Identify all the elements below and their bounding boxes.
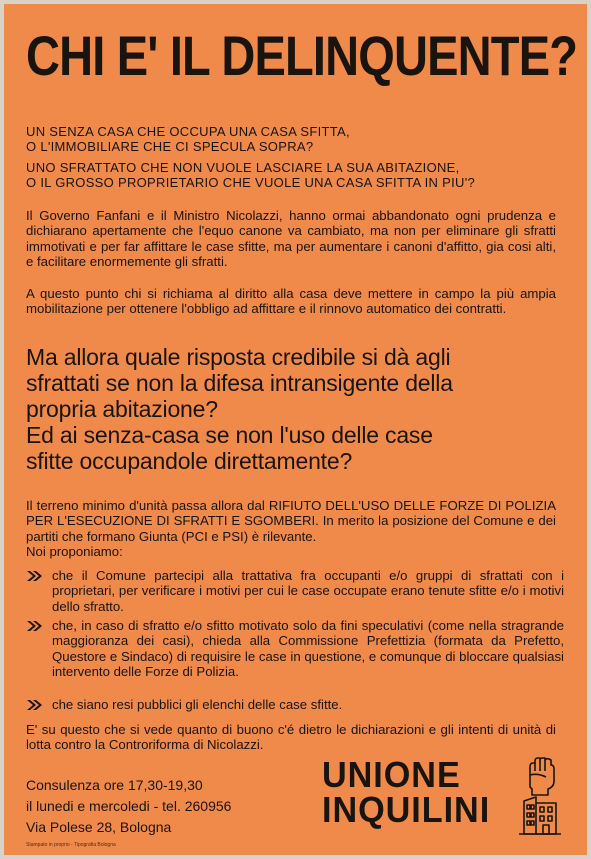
contact-info <box>26 775 306 838</box>
proposal-item-text: che siano resi pubblici gli elenchi delle case sfitte. <box>52 697 343 712</box>
headline-line-4: Ed ai senza-casa se non l'uso delle case <box>26 422 433 448</box>
question-2-line-2: O IL GROSSO PROPRIETARIO CHE VUOLE UNA CASA SFITTA IN PIU'? <box>26 175 476 190</box>
paragraph-government: Il Governo Fanfani e il Ministro Nicolazzi, hanno ormai abbandonato ogni prudenza e dichiarano apertamente che l'equo canone va cambiato, ma non per eliminare gli sfratti immotivati e per far affittare le case sfitte, ma per aumentare i canoni d'affitto, gia cosi alti, e facilitare enormemente gli sfratti. <box>26 208 556 270</box>
paragraph-police <box>26 498 556 560</box>
question-2 <box>26 160 566 190</box>
headline-line-2: sfrattati se non la difesa intransigente della <box>26 370 453 396</box>
organization-name-line-2: INQUILINI <box>322 789 491 830</box>
contact-address: Via Polese 28, Bologna <box>26 819 172 835</box>
paragraph-mobilization: A questo punto chi si richiama al diritto alla casa deve mettere in campo la più ampia mobilitazione per ottenere l'obbligo ad affittare e il rinnovo automatico dei contratti. <box>26 286 556 317</box>
double-chevron-right-icon <box>26 699 42 711</box>
paragraph-police-text: Il terreno minimo d'unità passa allora dal RIFIUTO DELL'USO DELLE FORZE DI POLIZIA PER L'ESECUZIONE DI SFRATTI E SGOMBERI. In merito la posizione del Comune e dei partiti che formano Giunta (PCI e PSI) è rilevante. <box>26 498 556 544</box>
double-chevron-right-icon <box>26 620 42 632</box>
question-1-line-2: O L'IMMOBILIARE CHE CI SPECULA SOPRA? <box>26 139 314 154</box>
double-chevron-right-icon <box>26 570 42 582</box>
question-1 <box>26 124 566 154</box>
question-2-line-1: UNO SFRATTATO CHE NON VUOLE LASCIARE LA SUA ABITAZIONE, <box>26 160 460 175</box>
headline-line-5: sfitte occupandole direttamente? <box>26 448 353 474</box>
headline-question <box>26 344 566 474</box>
raised-fist-building-icon <box>518 757 562 835</box>
organization-name-line-1: UNIONE <box>322 754 461 795</box>
proposal-intro: Noi proponiamo: <box>26 544 123 560</box>
contact-hours: Consulenza ore 17,30-19,30 <box>26 777 203 793</box>
headline-line-3: propria abitazione? <box>26 396 218 422</box>
contact-days-phone: il lunedi e mercoledi - tel. 260956 <box>26 798 232 814</box>
organization-name <box>322 754 491 830</box>
question-1-line-1: UN SENZA CASA CHE OCCUPA UNA CASA SFITTA, <box>26 124 350 139</box>
poster <box>4 4 587 855</box>
paragraph-closing: E' su questo che si vede quanto di buono c'é dietro le dichiarazioni e gli intenti di unità di lotta contro la Controriforma di Nicolazzi. <box>26 722 556 753</box>
proposal-item-text: che il Comune partecipi alla trattativa fra occupanti e/o gruppi di sfrattati con i proprietari, per verificare i motivi per cui le case occupate erano tenute sfitte e/o i motivi dello sfratto. <box>52 568 564 614</box>
poster-title: CHI E' IL DELINQUENTE? <box>26 24 578 87</box>
printer-note: Stampato in proprio - Tipografia Bologna <box>26 842 116 848</box>
headline-line-1: Ma allora quale risposta credibile si dà agli <box>26 344 451 370</box>
proposal-item-text: che, in caso di sfratto e/o sfitto motivato solo da fini speculativi (come nella stragrande maggioranza dei casi), chieda alla Commissione Prefettizia (formata da Prefetto, Questore e Sindaco) di requisire le case in questione, e comunque di bloccare qualsiasi intervento delle Forze di Polizia. <box>52 618 564 680</box>
